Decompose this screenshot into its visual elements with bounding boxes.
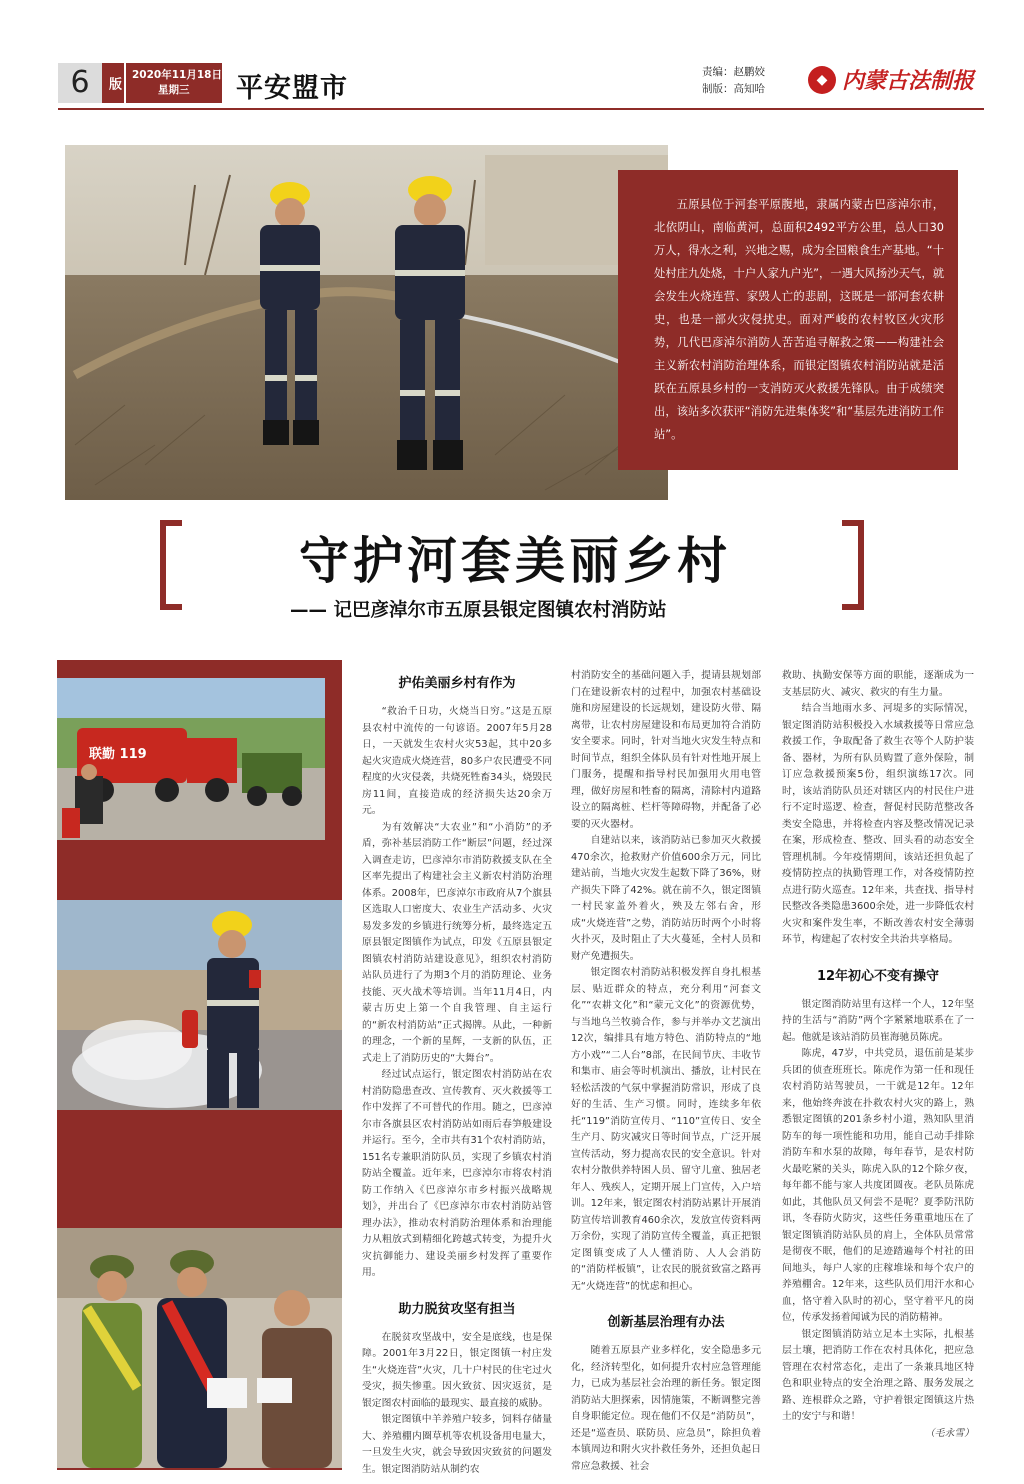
extinguisher-demo-illustration bbox=[57, 900, 342, 1110]
logo-emblem-icon: ◆ bbox=[808, 66, 836, 94]
newspaper-logo bbox=[808, 64, 974, 95]
newspaper-name: 内蒙古法制报 bbox=[842, 68, 975, 94]
article-subtitle: —— 记巴彦淖尔市五原县银定图镇农村消防站 bbox=[290, 600, 667, 621]
col3-paragraph: 银定图消防站里有这样一个人，12年坚持的生活与“消防”两个字紧紧地联系在了一起。他就是该站消防员崔海驰员陈虎。 bbox=[782, 998, 974, 1043]
page-number: 6 bbox=[58, 63, 102, 103]
producer: 制版：高知哈 bbox=[702, 83, 765, 95]
issue-weekday: 星期三 bbox=[158, 84, 190, 96]
col1-paragraph: 经过试点运行，银定图农村消防站在农村消防隐患查改、宣传教育、灭火救援等工作中发挥了不可替代的作用。随之，巴彦淖尔市各旗县区农村消防站如雨后春笋般建设并运行。至今，全市共有31个农村消防站，151名专兼职消防队员，实现了乡镇农村消防站全覆盖。近年来，巴彦淖尔市将农村消防工作纳入《巴彦淖尔市乡村振兴战略规划》，并出台了《巴彦淖尔市农村消防站管理办法》，推动农村消防治理体系和治理能力从粗放式到精细化跨越式转变，为提升火灾抗御能力、建设美丽乡村发挥了重要作用。 bbox=[362, 1069, 552, 1278]
col2-paragraph: 村消防安全的基础问题入手，提请县规划部门在建设新农村的过程中，加强农村基础设施和房屋建设的长远规划，建设防火带、隔离带，让农村房屋建设和布局更加符合消防安全要求。同时，针对当地火灾发生特点和时间节点，组织全体队员有针对性地开展上门服务，提醒和指导村民加强用火用电管理，做好房屋和牲畜的隔离，清除村内道路设立的隔离桩、栏杆等障碍物，并配备了必要的灭火器材。 bbox=[571, 670, 761, 830]
fire-truck-illustration bbox=[57, 678, 325, 840]
ban-label: 版 bbox=[102, 63, 124, 103]
col1-paragraph: 银定图镇中羊养殖户较多，饲料存储量大、养殖棚内圈草机等农机设备用电量大，一旦发生火灾，就会导致因灾致贫的问题发生。银定图消防站从制约农 bbox=[362, 1414, 552, 1475]
firefighters-hose-illustration bbox=[65, 145, 668, 500]
col1-paragraph: 为有效解决“大农业”和“小消防”的矛盾，弥补基层消防工作“断层”问题，经过深入调查走访，巴彦淖尔市消防救援支队在全区率先提出了构建社会主义新农村消防治理体系。2008年，巴彦淖尔市政府从7个旗县区选取人口密度大、农业生产活动多、火灾易发多发的乡镇进行统筹分析，最终选定五原县银定图镇作为试点，印发《五原县银定图镇农村消防站建设意见》，组织农村消防站队员进行了为期3个月的消防理论、业务技能、灭火战术等培训。当年11月4日，内蒙古历史上第一个自我管理、自主运行的“新农村消防站”正式揭牌。从此，一种新的理念，一个新的星辉，一支新的队伍，正式走上了消防历史的“大舞台”。 bbox=[362, 821, 552, 1064]
text-column-3 bbox=[782, 668, 974, 1468]
editor-credits bbox=[702, 64, 765, 98]
title-bracket-right bbox=[842, 520, 864, 610]
fire-truck-training-photo bbox=[57, 678, 325, 840]
author-signature: （毛永雪） bbox=[925, 1427, 974, 1439]
col3-paragraph: 陈虎，47岁，中共党员，退伍前是某步兵团的侦查班班长。陈虎作为第一任和现任农村消防站驾驶员，一干就是12年。12年来，他始终奔波在扑救农村火灾的路上，熟悉银定图镇的201条乡村小道，熟知队里消防车的每一项性能和功用，能自己动手排除消防车和水泵的故障，每年春节，是农村防火最吃紧的关头，陈虎入队的12个除夕夜，每年都不能与家人共度团圆夜。老队员陈虎如此，其他队员又何尝不是呢？夏季防汛防讯，冬春防火防灾，这些任务重重地压在了银定图镇消防站队员的肩上，全体队员常常是彻夜不眠，他们的足迹踏遍每个村社的田间地头，每户人家的庄稼堆垛和每个农户的养殖棚舍。12年来，这些队员们用汗水和心血，恪守着入队时的初心，坚守着平凡的岗位，传承发扬着闻诚为民的消防精神。 bbox=[782, 1048, 974, 1323]
page-header bbox=[0, 0, 1024, 112]
text-column-2 bbox=[571, 668, 761, 1472]
col3-paragraph: 救助、执勤安保等方面的职能，逐渐成为一支基层防火、减灾、救灾的有生力量。 bbox=[782, 670, 974, 698]
intro-text: 五原县位于河套平原腹地，隶属内蒙古巴彦淖尔市，北依阴山，南临黄河，总面积2492平方公里，总人口30万人，得水之利，兴地之赐，成为全国粮食生产基地。“十处村庄九处烧，十户人家九户光”，一遇大风扬沙天气，就会发生火烧连营、家毁人亡的悲剧，这既是一部河套农耕史，也是一部火灾侵扰史。面对严峻的农村牧区火灾形势，几代巴彦淖尔消防人苦苦追寻解救之策——构建社会主义新农村消防治理体系，而银定图镇农村消防站就是活跃在五原县乡村的一支消防灭火救援先锋队。由于成绩突出，该站多次获评“消防先进集体奖”和“基层先进消防工作站”。 bbox=[654, 198, 944, 441]
volunteers-leaflets-photo bbox=[57, 1228, 342, 1468]
col3-paragraph: 银定图镇消防站立足本土实际，扎根基层土壤，把消防工作在农村具体化，把应急管理在农村常态化，走出了一条兼具地区特色和职业特点的安全治理之路、服务发展之路、连根群众之路，守护着银定图镇这片热土的安宁与和谐！ bbox=[782, 1328, 974, 1422]
firefighters-hose-photo bbox=[65, 145, 668, 500]
firefighter-extinguisher-photo bbox=[57, 900, 342, 1110]
col2-paragraph: 随着五原县产业多样化，安全隐患多元化，经济转型化，如何提升农村应急管理能力，已成为基层社会治理的新任务。银定图消防站大胆探索，因情施策，不断调整完善自身职能定位。现在他们不仅是“消防员”，还是“巡查员、联防员、应急员”，除担负着本镇周边和附火灾扑救任务外，还担负起日常应急救援、社会 bbox=[571, 1345, 761, 1472]
heading-poverty-alleviation: 助力脱贫攻坚有担当 bbox=[398, 1301, 516, 1317]
truck-label: 联勤 119 bbox=[89, 747, 147, 762]
heading-protect-village: 护佑美丽乡村有作为 bbox=[398, 676, 516, 691]
title-bracket-left bbox=[160, 520, 182, 610]
heading-original-aspiration: 12年初心不变有操守 bbox=[816, 968, 940, 984]
issue-date: 2020年11月18日 bbox=[132, 69, 222, 81]
col2-paragraph: 自建站以来，该消防站已参加灭火救援470余次，抢救财产价值600余万元，同比建站前，当地火灾发生起数下降了36%，财产损失下降了42%。就在前不久，银定图镇一村民家盖外着火，殃及左邻右舍，形成“火烧连营”之势，消防站历时两个小时将火扑灭，及时阻止了大火蔓延，全村人员和财产免遭损失。 bbox=[571, 835, 761, 962]
issue-date-box bbox=[126, 63, 222, 103]
text-column-1 bbox=[362, 668, 552, 1475]
leaflet-distribution-illustration bbox=[57, 1228, 342, 1468]
col3-paragraph: 结合当地雨水多、河堤多的实际情况，银定图消防站积极投入水域救援等日常应急救援工作，争取配备了救生衣等个人防护装备、器材，为所有队员购置了意外保险，制订应急救援预案5份，组织演练17次。同时，该站消防队员还对辖区内的村民住户进行不定时巡逻、检查，督促村民防范整改各类安全隐患，并将检查内容及整改情况记录在案，形成检查、整改、回头看的动态安全管理机制。今年疫情期间，该站还担负起了疫情防控点的执勤管理工作，对各疫情防控点进行防火巡查。12年来，共查找、指导村民整改各类隐患3600余处，进一步降低农村火灾和案件发生率，不断改善农村安全薄弱环节，构建起了农村安全共治共享格局。 bbox=[782, 703, 974, 945]
col1-paragraph: 在脱贫攻坚战中，安全是底线，也是保障。2001年3月22日，银定图镇一村庄发生“火烧连营”火灾，几十户村民的住宅过火受灾，损失惨重。因火致贫、因灾返贫，是银定图农村面临的最现实、最直接的威胁。 bbox=[362, 1331, 552, 1409]
col2-paragraph: 银定图农村消防站积极发挥自身扎根基层、贴近群众的特点，充分利用“河套文化”“农耕文化”和“蒙元文化”的资源优势，与当地乌兰牧骑合作，参与并举办文艺演出12次，编排具有地方特色、消防特点的“地方小戏”“二人台”8部，在民间节庆、丰收节和集市、庙会等时机演出、播放，让村民在轻松活泼的气氛中掌握消防常识，形成了良好的生活、生产习惯。同时，连续多年依托“119”消防宣传月、“110”宣传日、安全生产月、防灾减灾日等时间节点，广泛开展宣传活动，努力提高农民的安全意识。针对农村分散供养特困人员、留守儿童、独居老年人、残疾人，定期开展上门宣传，入户培训。12年来，银定图农村消防站累计开展消防宣传培训教育460余次，发放宣传资料两万余份，实现了消防宣传全覆盖，真正把银定图镇变成了人人懂消防、人人会消防的“消防样板镇”，让农民的脱贫致富之路再无“火烧连营”的忧虑和担心。 bbox=[571, 967, 761, 1292]
col1-paragraph: “救治千日功，火烧当日穷。”这是五原县农村中流传的一句谚语。2007年5月28日，一天就发生农村火灾53起，其中20多起火灾造成火烧连营，80多户农民遭受不同程度的火灾侵袭，共烧死牲畜34头，烧毁民房11间，直接造成的经济损失达20余万元。 bbox=[362, 706, 552, 816]
heading-grassroots-governance: 创新基层治理有办法 bbox=[607, 1315, 725, 1330]
editor: 责编：赵鹏姣 bbox=[702, 66, 765, 78]
section-title: 平安盟市 bbox=[236, 73, 348, 104]
header-rule bbox=[58, 108, 984, 110]
article-title: 守护河套美丽乡村 bbox=[299, 531, 731, 590]
